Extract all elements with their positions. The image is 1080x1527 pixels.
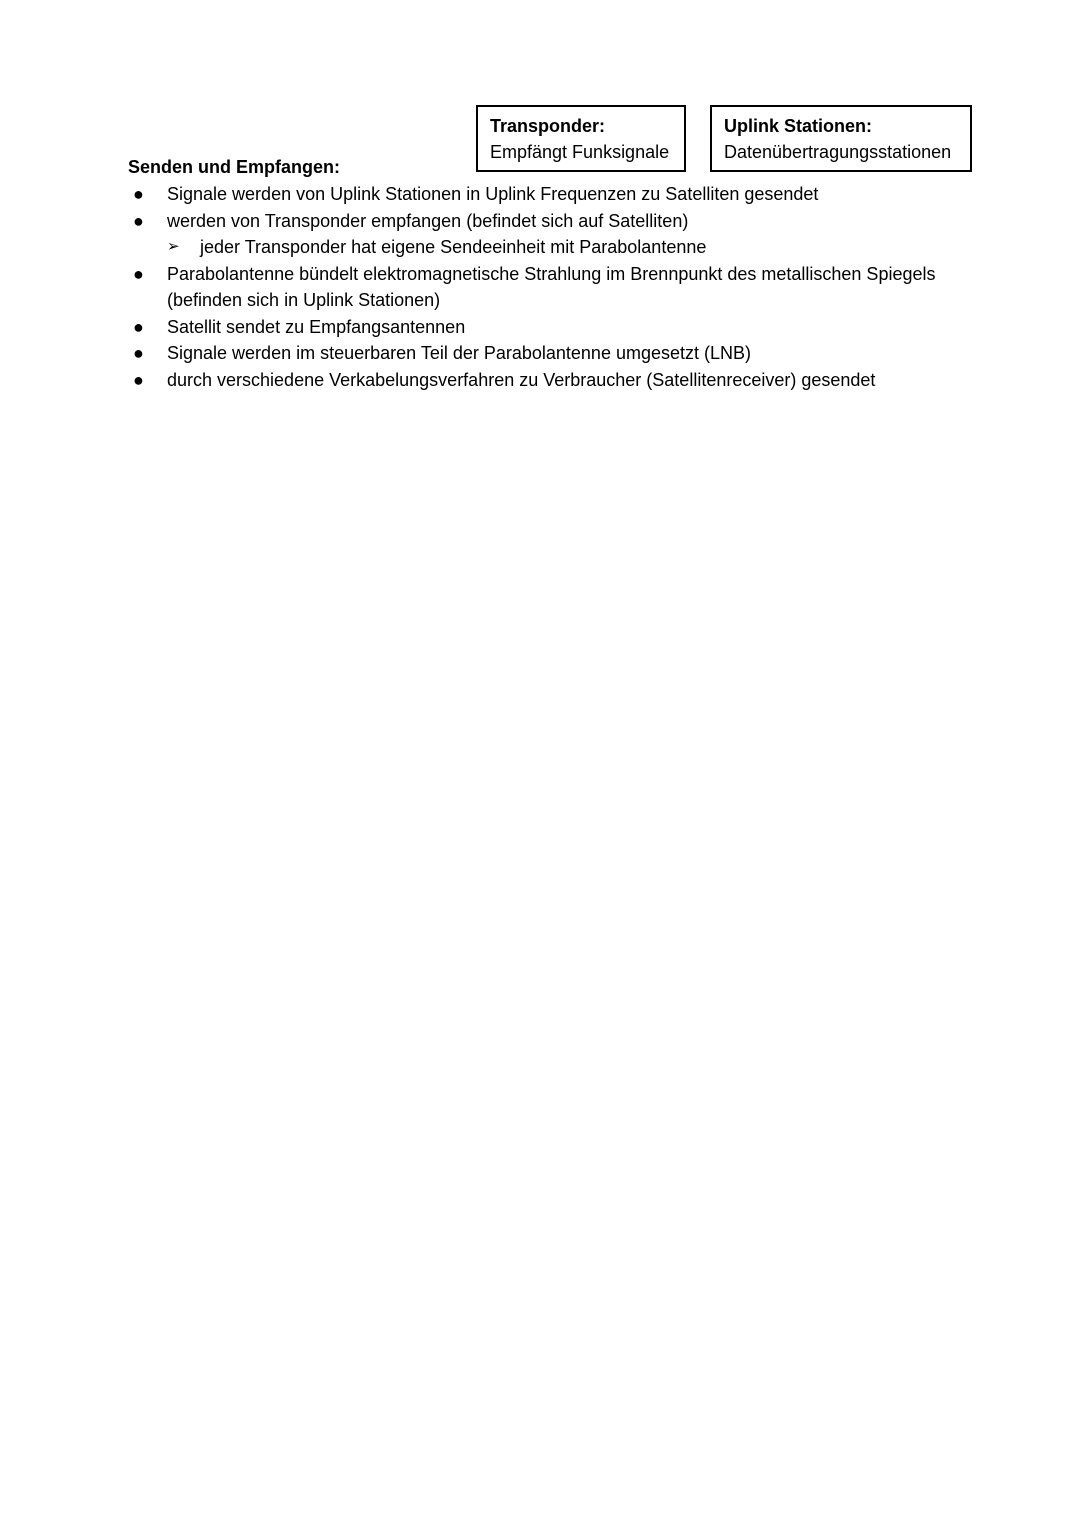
box-term: Uplink Stationen: — [724, 116, 872, 136]
section-heading: Senden und Empfangen: — [128, 157, 341, 177]
list-item — [0, 340, 1080, 367]
list-item-text: Parabolantenne bündelt elektromagnetische Strahlung im Brennpunkt des metallischen Spiegels (befinden sich in Uplink Stationen) — [167, 263, 936, 310]
bullet-icon: ● — [133, 343, 144, 363]
uplink-definition-box — [710, 105, 972, 172]
bullet-list — [0, 181, 1080, 393]
transponder-definition-box — [476, 105, 686, 172]
list-item — [0, 208, 1080, 235]
bullet-icon: ● — [133, 184, 144, 204]
box-term: Transponder: — [490, 116, 606, 136]
bullet-icon: ● — [133, 210, 144, 231]
list-item — [0, 314, 1080, 341]
list-item — [0, 367, 1080, 394]
list-item-text: durch verschiedene Verkabelungsverfahren zu Verbraucher (Satellitenreceiver) gesendet — [167, 369, 876, 390]
list-item — [0, 261, 1080, 314]
list-item — [0, 181, 1080, 208]
sub-list-item — [0, 234, 1080, 261]
box-description: Empfängt Funksignale — [490, 142, 670, 162]
arrow-bullet-icon: ➢ — [167, 238, 180, 255]
bullet-icon: ● — [133, 316, 144, 337]
list-item-text: Satellit sendet zu Empfangsantennen — [167, 316, 466, 337]
list-item-text: jeder Transponder hat eigene Sendeeinheit mit Parabolantenne — [200, 237, 707, 257]
list-item-text: Signale werden im steuerbaren Teil der Parabolantenne umgesetzt (LNB) — [167, 343, 751, 363]
list-item-text: werden von Transponder empfangen (befindet sich auf Satelliten) — [167, 210, 689, 231]
box-description: Datenübertragungsstationen — [724, 142, 952, 162]
bullet-icon: ● — [133, 263, 144, 284]
list-item-text: Signale werden von Uplink Stationen in Uplink Frequenzen zu Satelliten gesendet — [167, 184, 819, 204]
bullet-icon: ● — [133, 369, 144, 390]
